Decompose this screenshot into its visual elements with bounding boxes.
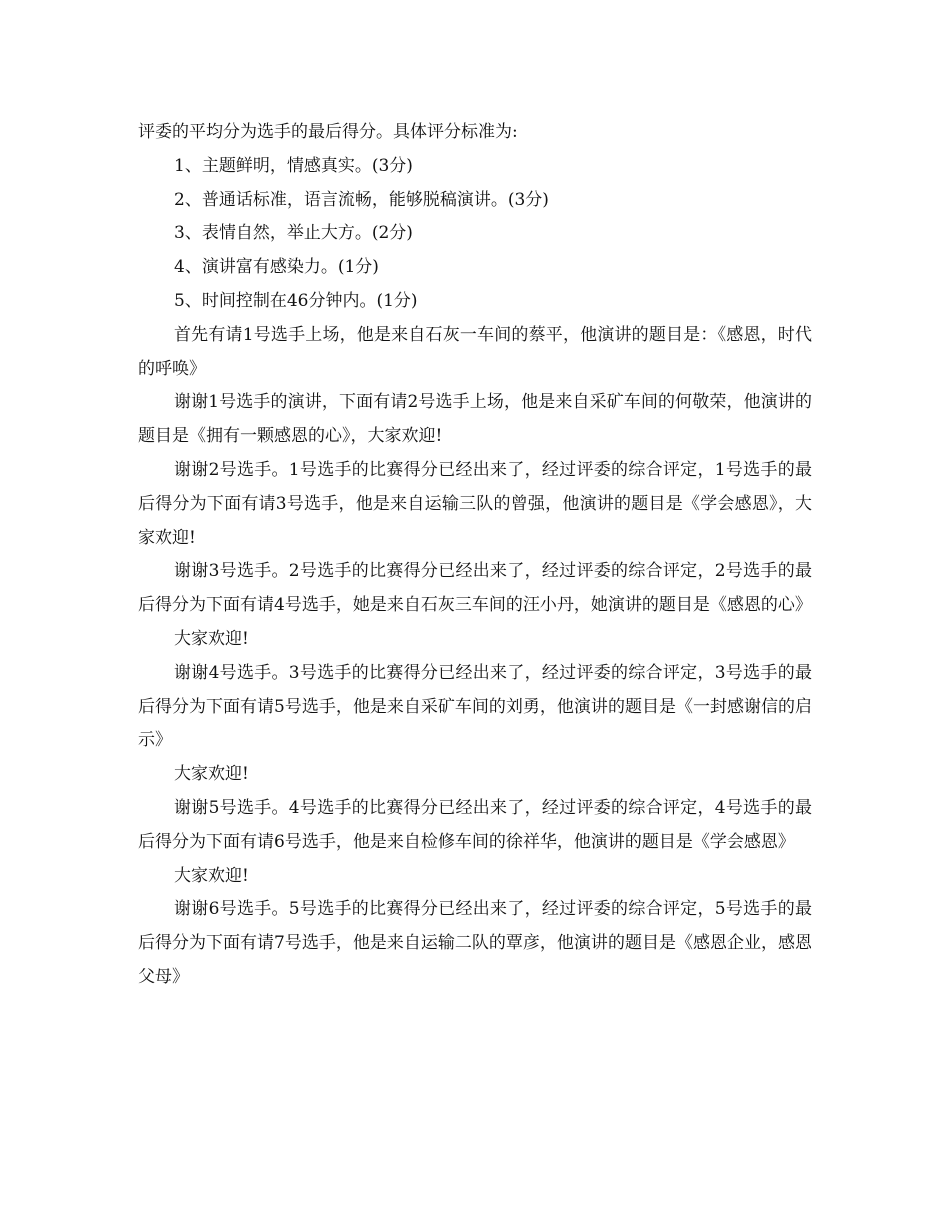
paragraph-contestant-3: 谢谢2号选手。1号选手的比赛得分已经出来了，经过评委的综合评定，1号选手的最后得分为下面有请3号选手，他是来自运输三队的曾强，他演讲的题目是《学会感恩》，大家欢迎! [138,459,812,548]
document-body [138,116,812,995]
criterion-4: 4、演讲富有感染力。(1分) [174,257,379,278]
criterion-1: 1、主题鲜明，情感真实。(3分) [174,155,413,176]
paragraph-welcome: 大家欢迎! [174,764,249,785]
paragraph-contestant-7: 谢谢6号选手。5号选手的比赛得分已经出来了，经过评委的综合评定，5号选手的最后得分为下面有请7号选手，他是来自运输二队的覃彦，他演讲的题目是《感恩企业，感恩父母》 [138,899,812,987]
paragraph-scoring-intro: 评委的平均分为选手的最后得分。具体评分标准为: [138,122,518,142]
criterion-5: 5、时间控制在46分钟内。(1分) [174,290,418,311]
paragraph-contestant-2: 谢谢1号选手的演讲，下面有请2号选手上场，他是来自采矿车间的何敬荣，他演讲的题目是《拥有一颗感恩的心》，大家欢迎! [138,392,812,447]
paragraph-contestant-4: 谢谢3号选手。2号选手的比赛得分已经出来了，经过评委的综合评定，2号选手的最后得分为下面有请4号选手，她是来自石灰三车间的汪小丹，她演讲的题目是《感恩的心》 [138,561,812,616]
paragraph-welcome: 大家欢迎! [174,865,249,886]
paragraph-welcome: 大家欢迎! [174,628,249,649]
paragraph-contestant-6: 谢谢5号选手。4号选手的比赛得分已经出来了，经过评委的综合评定，4号选手的最后得分为下面有请6号选手，他是来自检修车间的徐祥华，他演讲的题目是《学会感恩》 [138,797,812,852]
paragraph-contestant-5: 谢谢4号选手。3号选手的比赛得分已经出来了，经过评委的综合评定，3号选手的最后得分为下面有请5号选手，他是来自采矿车间的刘勇，他演讲的题目是《一封感谢信的启示》 [138,662,812,751]
criterion-3: 3、表情自然，举止大方。(2分) [174,223,413,244]
criterion-2: 2、普通话标准，语言流畅，能够脱稿演讲。(3分) [174,189,549,210]
paragraph-contestant-1: 首先有请1号选手上场，他是来自石灰一车间的蔡平，他演讲的题目是：《感恩，时代的呼唤》 [138,324,812,379]
